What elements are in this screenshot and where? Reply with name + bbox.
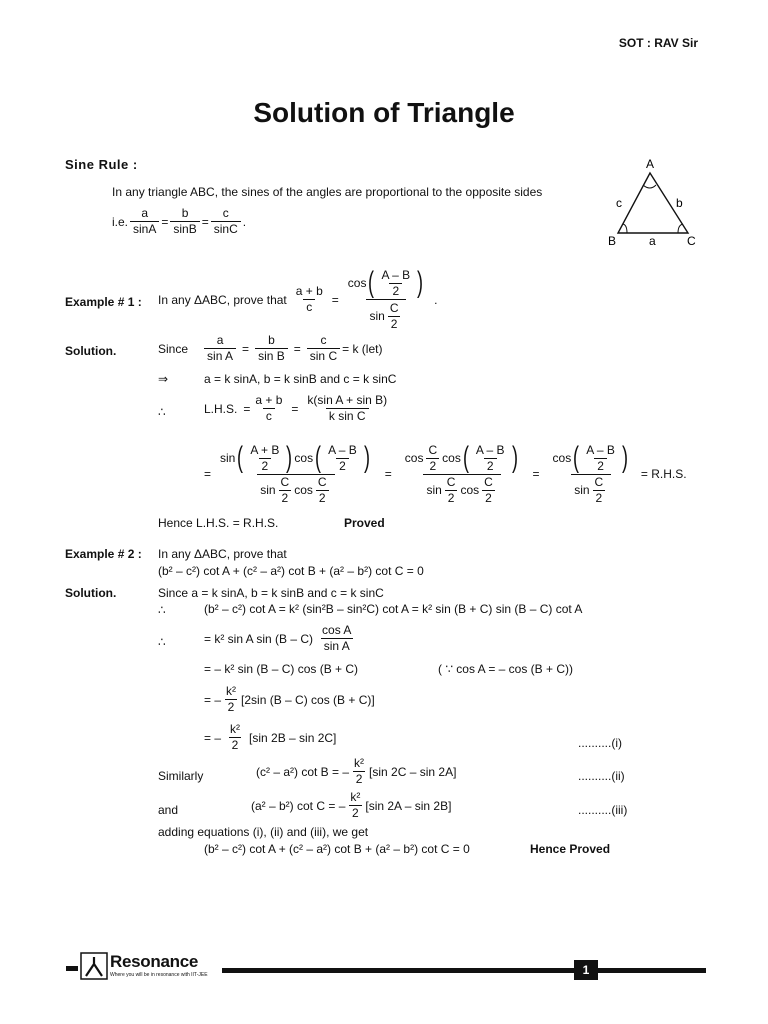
ie-text: i.e. xyxy=(112,214,129,229)
side-a-label: a xyxy=(649,234,656,248)
resonance-logo-icon xyxy=(80,952,108,980)
fraction-b: $\frac{b}{\sin B}$ xyxy=(170,207,199,236)
triangle-diagram xyxy=(600,155,710,250)
side-c-label: c xyxy=(616,196,622,210)
example-1-label: Example # 1 : xyxy=(65,295,142,309)
solution-1-line-3: L.H.S. = $\frac{a + b}{c}$ = $\frac{\text{k(sin A + sin B)}}{\text{k sin C}}$ xyxy=(204,393,388,423)
vertex-c-label: C xyxy=(687,234,696,248)
solution-2-line-4: = – $\frac{\text{k²}}{2}$ [2sin (B – C) cos (B + C)] xyxy=(204,684,375,714)
page-title: Solution of Triangle xyxy=(253,97,515,128)
page-number: 1 xyxy=(574,960,598,980)
solution-2-line-1: (b² – c²) cot A = k² (sin²B – sin²C) cot A = k² sin (B + C) sin (B – C) cot A xyxy=(204,602,583,616)
sine-rule-statement: In any triangle ABC, the sines of the angles are proportional to the opposite sides xyxy=(112,185,543,199)
fraction-c: $\frac{c}{\sin C}$ xyxy=(211,207,241,236)
solution-1-line-2: a = k sinA, b = k sinB and c = k sinC xyxy=(204,372,397,386)
equation-marker-1: ..........(i) xyxy=(578,736,622,750)
solution-2-line-3-reason: ( ∵ cos A = – cos (B + C)) xyxy=(438,662,574,676)
equation-marker-3: ..........(iii) xyxy=(578,803,628,817)
proved-text: Proved xyxy=(344,516,385,530)
sine-rule-formula: i.e. $\frac{a}{\sin A}$ = $\frac{b}{\sin B}$ = $\frac{c}{\sin C}$ . xyxy=(112,206,247,236)
sine-rule-heading: Sine Rule : xyxy=(65,157,138,172)
vertex-b-label: B xyxy=(608,234,617,248)
vertex-a-label: A xyxy=(646,157,655,171)
footer-left-mark xyxy=(66,966,78,971)
solution-1-label: Solution. xyxy=(65,344,117,358)
therefore-symbol: ∴ xyxy=(158,603,166,617)
final-equation: (b² – c²) cot A + (c² – a²) cot B + (a² – b²) cot C = 0 xyxy=(204,842,470,856)
solution-1-line-4: = sin ( $\frac{A + B}{2}$ ) cos ( $\frac{A - B}{2}$ ) sin $\frac{C}{2}$ cos $\frac{C}{2}$ = cos $\frac{C}{2}$ cos ( $\frac{A - B}{2}$ ) sin $\frac{C}{2}$ cos $\frac{C}{2}$ = cos ( $\frac{A - B}{2}$ ) sin $\frac{C}{2}$ = R.H.S. xyxy=(204,441,687,505)
solution-2-line-2: = k² sin A sin (B – C) $\frac{\text{cos A}}{\text{sin A}}$ xyxy=(204,623,352,653)
brand-name: Resonance xyxy=(110,952,199,971)
therefore-symbol: ∴ xyxy=(158,405,166,419)
header-label: SOT : RAV Sir xyxy=(618,36,698,50)
example-2-label: Example # 2 : xyxy=(65,547,142,561)
therefore-symbol: ∴ xyxy=(158,635,166,649)
solution-1-line-1: Since $\frac{a}{\text{sin A}}$ = $\frac{b}{\text{sin B}}$ = $\frac{c}{\text{sin C}}$ = k (let) xyxy=(158,333,383,363)
solution-2-label: Solution. xyxy=(65,586,117,600)
solution-2-line-7: (a² – b²) cot C = – $\frac{\text{k²}}{2}$ [sin 2A – sin 2B] xyxy=(251,790,452,820)
example-1-statement: In any ΔABC, prove that $\frac{a + b}{c}$ = cos ( $\frac{A - B}{2}$ ) sin $\frac{C}{2}$ . xyxy=(158,266,438,331)
implies-symbol: ⇒ xyxy=(158,372,169,386)
equation-marker-2: ..........(ii) xyxy=(578,769,625,783)
fraction-a: $\frac{a}{\sin A}$ xyxy=(130,207,159,236)
example-2-statement: In any ΔABC, prove that xyxy=(158,547,287,561)
example-2-equation: (b² – c²) cot A + (c² – a²) cot B + (a² – b²) cot C = 0 xyxy=(158,564,424,578)
footer-rule xyxy=(222,968,706,973)
solution-2-line-3: = – k² sin (B – C) cos (B + C) xyxy=(204,662,359,676)
brand-tagline: Where you will be in resonance with IIT-JEE xyxy=(110,972,208,978)
hence-text: Hence L.H.S. = R.H.S. xyxy=(158,516,279,530)
solution-2-since: Since a = k sinA, b = k sinB and c = k sinC xyxy=(158,586,384,600)
side-b-label: b xyxy=(676,196,683,210)
hence-proved-text: Hence Proved xyxy=(530,842,611,856)
adding-text: adding equations (i), (ii) and (iii), we get xyxy=(158,825,369,839)
similarly-text: Similarly xyxy=(158,769,204,783)
solution-2-line-6: (c² – a²) cot B = – $\frac{\text{k²}}{2}$ [sin 2C – sin 2A] xyxy=(256,756,457,786)
solution-2-line-5: = – $\frac{\text{k²}}{2}$ [sin 2B – sin 2C] xyxy=(204,722,337,752)
and-text: and xyxy=(158,803,179,817)
